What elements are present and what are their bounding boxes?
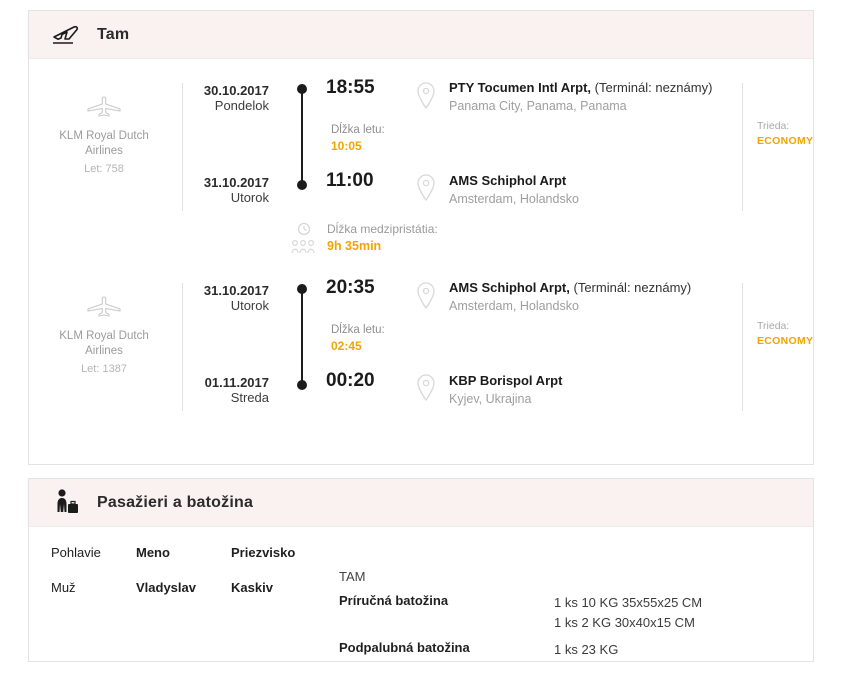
cabin-baggage-value-1: 1 ks 10 KG 35x55x25 CM xyxy=(554,595,703,610)
passengers-baggage-card xyxy=(28,478,814,662)
passenger-firstname-column xyxy=(136,545,231,595)
checked-baggage-label: Podpalubná batožina xyxy=(339,640,470,655)
baggage-block xyxy=(339,569,702,664)
departure-time: 20:35 xyxy=(326,277,375,298)
arrival-time: 00:20 xyxy=(326,370,375,391)
timeline-dot-departure xyxy=(297,284,307,294)
layover-text xyxy=(327,221,438,255)
flight-segment xyxy=(29,275,813,435)
passenger-baggage-icon xyxy=(51,488,81,518)
lastname-value: Kaskiv xyxy=(231,580,273,595)
arrival-date: 31.10.2017 xyxy=(203,175,269,190)
departure-weekday: Utorok xyxy=(230,298,269,313)
flight-duration-value: 02:45 xyxy=(331,339,362,353)
flight-number: Let: 758 xyxy=(84,163,124,175)
outbound-flight-card xyxy=(28,10,814,465)
flight-duration xyxy=(331,322,385,354)
outbound-card-header xyxy=(29,11,813,59)
cabin-baggage-row xyxy=(339,593,702,633)
arrival-time: 11:00 xyxy=(326,170,374,191)
arrival-airport-block xyxy=(449,171,739,209)
airline-info xyxy=(29,93,179,177)
cabin-class-value: ECONOMY xyxy=(757,335,814,347)
timeline-dot-arrival xyxy=(297,380,307,390)
location-pin-icon xyxy=(415,373,437,406)
departure-terminal: (Terminál: neznámy) xyxy=(573,280,692,295)
departure-weekday: Pondelok xyxy=(214,98,269,113)
arrival-city: Kyjev, Ukrajina xyxy=(449,392,532,406)
flight-duration-label: Dĺžka letu: xyxy=(331,324,385,336)
departure-city: Panama City, Panama, Panama xyxy=(449,99,627,113)
arrival-weekday: Utorok xyxy=(230,190,269,205)
arrival-date: 01.11.2017 xyxy=(204,375,269,390)
cabin-baggage-values xyxy=(554,593,702,633)
passengers-body xyxy=(29,527,813,665)
arrival-airport-block xyxy=(449,371,739,409)
airline-info xyxy=(29,293,179,377)
cabin-class-block xyxy=(757,119,813,149)
timeline-dot-departure xyxy=(297,84,307,94)
segment-divider-left xyxy=(182,83,183,211)
gender-header: Pohlavie xyxy=(51,545,101,560)
timeline-bar xyxy=(301,89,303,185)
arrival-date-block xyxy=(197,175,269,205)
checked-baggage-value: 1 ks 23 KG xyxy=(554,642,619,657)
passengers-title: Pasažieri a batožina xyxy=(97,493,254,511)
departure-airport-name: AMS Schiphol Arpt, xyxy=(449,280,570,295)
departure-terminal: (Terminál: neznámy) xyxy=(594,80,713,95)
checked-baggage-row xyxy=(339,640,702,660)
airline-name-line2: Airlines xyxy=(85,145,123,157)
layover-block xyxy=(291,221,438,259)
arrival-city: Amsterdam, Holandsko xyxy=(449,192,579,206)
flight-duration xyxy=(331,122,385,154)
firstname-value: Vladyslav xyxy=(136,580,196,595)
airline-plane-icon xyxy=(29,293,179,319)
cabin-class-block xyxy=(757,319,813,349)
timeline-dot-arrival xyxy=(297,180,307,190)
departure-date-block xyxy=(197,283,269,313)
outbound-title: Tam xyxy=(97,25,130,43)
location-pin-icon xyxy=(415,173,437,206)
flight-duration-label: Dĺžka letu: xyxy=(331,124,385,136)
airline-name-line2: Airlines xyxy=(85,345,123,357)
cabin-class-label: Trieda: xyxy=(757,120,790,132)
cabin-class-label: Trieda: xyxy=(757,320,790,332)
arrival-airport-name: AMS Schiphol Arpt xyxy=(449,173,567,188)
cabin-baggage-value-2: 1 ks 2 KG 30x40x15 CM xyxy=(554,615,695,630)
gender-value: Muž xyxy=(51,580,76,595)
airline-name-line1: KLM Royal Dutch xyxy=(59,130,149,142)
departure-airport-block xyxy=(449,78,739,116)
departure-time: 18:55 xyxy=(326,77,375,98)
airline-name-line1: KLM Royal Dutch xyxy=(59,330,149,342)
location-pin-icon xyxy=(415,281,437,314)
airline-plane-icon xyxy=(29,93,179,119)
cabin-baggage-label: Príručná batožina xyxy=(339,593,449,608)
segment-divider-right xyxy=(742,283,743,411)
departure-date: 31.10.2017 xyxy=(203,283,269,298)
flight-number: Let: 1387 xyxy=(81,363,127,375)
arrival-date-block xyxy=(197,375,269,405)
layover-label: Dĺžka medzipristátia: xyxy=(327,222,438,236)
segment-divider-right xyxy=(742,83,743,211)
firstname-header: Meno xyxy=(136,545,170,560)
segment-divider-left xyxy=(182,283,183,411)
departure-city: Amsterdam, Holandsko xyxy=(449,299,579,313)
departure-airport-name: PTY Tocumen Intl Arpt, xyxy=(449,80,592,95)
passenger-gender-column xyxy=(51,545,141,595)
departure-date-block xyxy=(197,83,269,113)
passenger-lastname-column xyxy=(231,545,341,595)
layover-value: 9h 35min xyxy=(327,239,382,253)
arrival-weekday: Streda xyxy=(230,390,269,405)
flight-segment xyxy=(29,75,814,253)
layover-icons xyxy=(291,221,327,259)
plane-departure-icon xyxy=(51,23,81,47)
flight-duration-value: 10:05 xyxy=(331,139,362,153)
timeline-bar xyxy=(301,289,303,385)
passengers-card-header xyxy=(29,479,813,527)
cabin-class-value: ECONOMY xyxy=(757,135,814,147)
departure-airport-block xyxy=(449,278,739,316)
location-pin-icon xyxy=(415,81,437,114)
arrival-airport-name: KBP Borispol Arpt xyxy=(449,373,563,388)
departure-date: 30.10.2017 xyxy=(203,83,269,98)
lastname-header: Priezvisko xyxy=(231,545,296,560)
baggage-direction-label: TAM xyxy=(339,569,366,584)
